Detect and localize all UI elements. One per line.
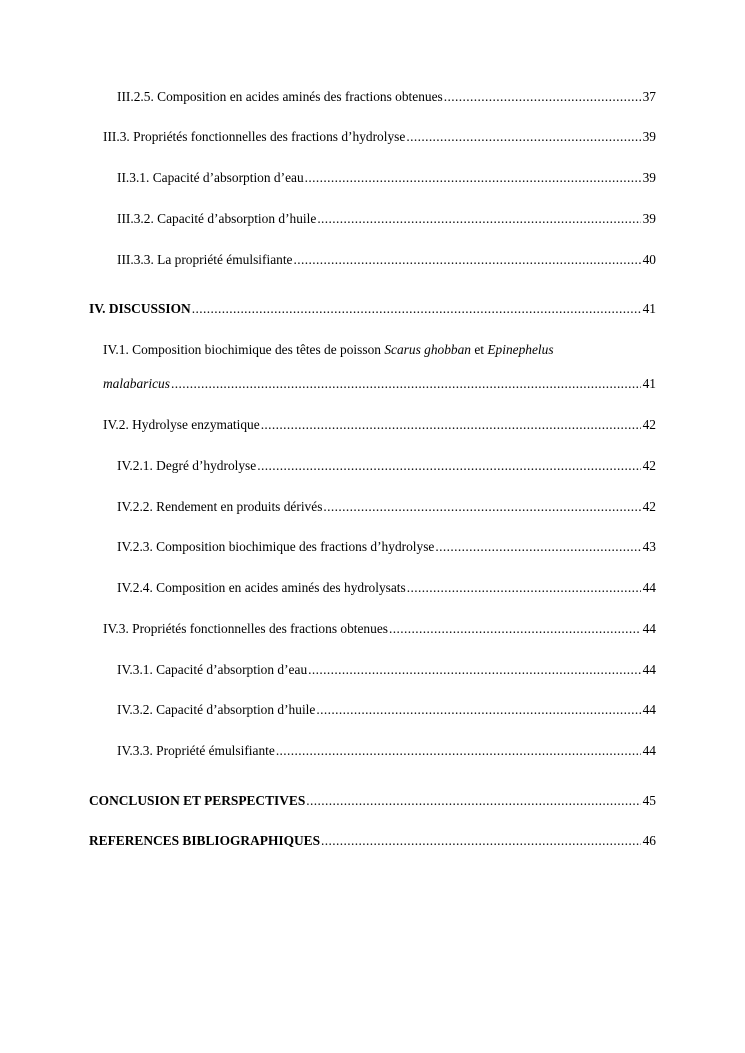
toc-entry-page: 44 [642,621,656,636]
dot-leader [316,702,640,718]
toc-entry-label: IV.3. Propriétés fonctionnelles des fractions obtenues [103,621,388,636]
dot-leader [321,833,641,849]
toc-entry-page: 42 [642,458,656,473]
dot-leader [317,211,640,227]
toc-entry-page: 46 [642,833,656,848]
toc-entry-II-3-1[interactable] [117,170,656,186]
toc-entry-IV-1-line2[interactable] [103,376,656,392]
toc-entry-label: REFERENCES BIBLIOGRAPHIQUES [89,833,321,848]
dot-leader [389,621,641,637]
dot-leader [444,89,641,105]
toc-entry-page: 40 [642,252,656,267]
toc-entry-page: 41 [642,376,656,391]
toc-entry-label: IV.1. Composition biochimique des têtes de poisson [103,342,385,357]
toc-entry-page: 37 [642,89,656,104]
species-name: Epinephelus [487,342,554,357]
dot-leader [257,458,640,474]
toc-entry-label: IV.2.3. Composition biochimique des fractions d’hydrolyse [117,539,435,554]
toc-entry-label: II.3.1. Capacité d’absorption d’eau [117,170,304,185]
toc-entry-IV-2-3[interactable] [117,539,656,555]
dot-leader [306,793,640,809]
toc-entry-IV[interactable] [89,301,656,317]
toc-entry-label: III.3.2. Capacité d’absorption d’huile [117,211,317,226]
toc-entry-label: IV.3.1. Capacité d’absorption d’eau [117,662,308,677]
dot-leader [323,499,640,515]
dot-leader [406,129,640,145]
toc-entry-conclusion[interactable] [89,793,656,809]
dot-leader [171,376,641,392]
toc-entry-label: IV.3.3. Propriété émulsifiante [117,743,275,758]
dot-leader [308,662,640,678]
toc-entry-label: CONCLUSION ET PERSPECTIVES [89,793,306,808]
toc-entry-page: 39 [642,211,656,226]
species-name: Scarus ghobban [384,342,471,357]
toc-entry-label: IV.3.2. Capacité d’absorption d’huile [117,702,316,717]
dot-leader [305,170,641,186]
toc-entry-page: 42 [642,499,656,514]
toc-entry-page: 44 [642,580,656,595]
toc-entry-page: 44 [642,702,656,717]
dot-leader [294,252,641,268]
toc-entry-IV-2[interactable] [103,417,656,433]
toc-entry-page: 44 [642,743,656,758]
toc-entry-page: 39 [642,129,656,144]
toc-entry-IV-3-3[interactable] [117,743,656,759]
toc-entry-IV-2-4[interactable] [117,580,656,596]
toc-entry-III-3[interactable] [103,129,656,145]
toc-entry-label: III.3. Propriétés fonctionnelles des fractions d’hydrolyse [103,129,406,144]
toc-entry-label: IV.2.4. Composition en acides aminés des hydrolysats [117,580,406,595]
toc-entry-page: 42 [642,417,656,432]
toc-entry-label: III.3.3. La propriété émulsifiante [117,252,293,267]
toc-entry-III-3-3[interactable] [117,252,656,268]
toc-entry-page: 44 [642,662,656,677]
toc-entry-III-3-2[interactable] [117,211,656,227]
dot-leader [407,580,641,596]
toc-entry-label: IV.2.2. Rendement en produits dérivés [117,499,323,514]
dot-leader [276,743,641,759]
toc-entry-page: 41 [642,301,656,316]
dot-leader [192,301,641,317]
species-name: malabaricus [103,376,170,391]
toc-entry-IV-3-1[interactable] [117,662,656,678]
dot-leader [435,539,640,555]
toc-entry-label: III.2.5. Composition en acides aminés des fractions obtenues [117,89,443,104]
toc-entry-page: 45 [642,793,656,808]
toc-entry-IV-3[interactable] [103,621,656,637]
toc-entry-references[interactable] [89,833,656,849]
conjunction: et [471,342,488,357]
dot-leader [261,417,641,433]
toc-entry-IV-2-2[interactable] [117,499,656,515]
toc-entry-IV-1-line1[interactable] [103,342,554,358]
toc-entry-page: 43 [642,539,656,554]
toc-entry-IV-2-1[interactable] [117,458,656,474]
toc-entry-label: IV.2.1. Degré d’hydrolyse [117,458,257,473]
toc-entry-label: IV.2. Hydrolyse enzymatique [103,417,260,432]
toc-entry-IV-3-2[interactable] [117,702,656,718]
toc-entry-page: 39 [642,170,656,185]
toc-entry-III-2-5[interactable] [117,89,656,105]
toc-entry-label: IV. DISCUSSION [89,301,191,316]
